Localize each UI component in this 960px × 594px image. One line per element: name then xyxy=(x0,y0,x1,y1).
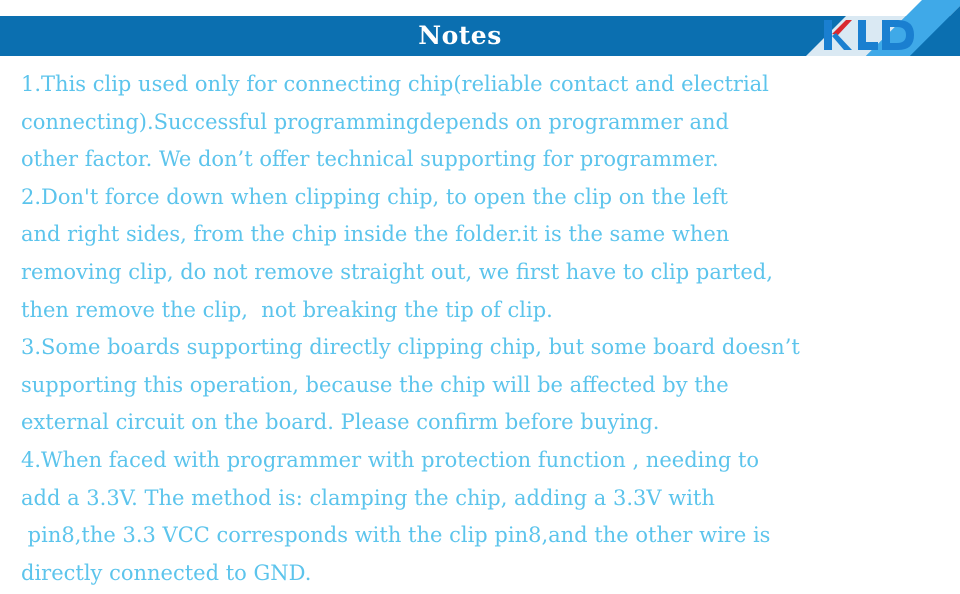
note-line: and right sides, from the chip inside the folder.it is the same when xyxy=(21,222,730,247)
note-line: directly connected to GND. xyxy=(21,560,312,585)
note-line: external circuit on the board. Please confirm before buying. xyxy=(21,410,660,435)
kld-logo xyxy=(822,14,918,52)
note-line: 4.When faced with programmer with protection function , needing to xyxy=(21,447,760,472)
page-title: Notes xyxy=(418,21,502,50)
note-line: 3.Some boards supporting directly clipping chip, but some board doesn’t xyxy=(21,335,800,360)
note-line: connecting).Successful programmingdepends on programmer and xyxy=(21,109,729,134)
note-line: 1.This clip used only for connecting chip(reliable contact and electrial xyxy=(21,72,769,96)
note-line: then remove the clip, not breaking the tip of clip. xyxy=(21,297,553,322)
note-line: 2.Don't force down when clipping chip, to open the clip on the left xyxy=(21,184,728,209)
note-line: removing clip, do not remove straight out, we first have to clip parted, xyxy=(21,259,773,284)
note-line: add a 3.3V. The method is: clamping the chip, adding a 3.3V with xyxy=(21,485,715,510)
note-line: pin8,the 3.3 VCC corresponds with the clip pin8,and the other wire is xyxy=(21,523,771,548)
notes-body xyxy=(21,66,956,592)
note-line: supporting this operation, because the chip will be affected by the xyxy=(21,372,729,397)
note-line: other factor. We don’t offer technical supporting for programmer. xyxy=(21,147,719,172)
